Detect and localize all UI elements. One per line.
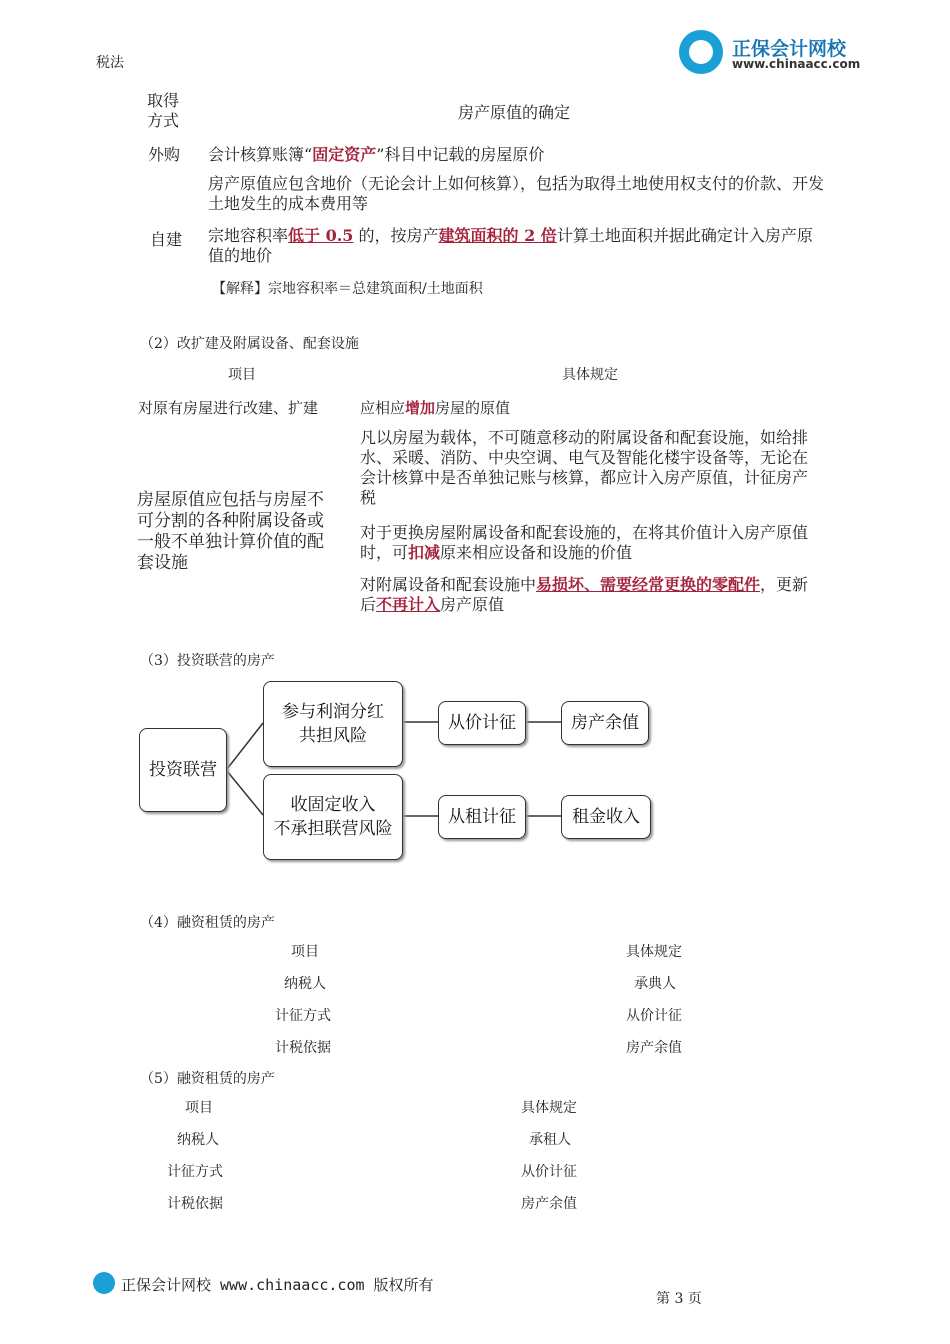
table-cell: 具体规定 <box>626 944 682 960</box>
diagram-branch2-method: 从租计征 <box>438 795 526 839</box>
section2-col2-header: 具体规定 <box>562 367 618 383</box>
diagram-branch1-method: 从价计征 <box>438 701 526 745</box>
section2-row2-p1: 凡以房屋为载体，不可随意移动的附属设备和配套设施，如给排水、采暖、消防、中央空调、电气及智能化楼宇设备等，无论在会计核算中是否单独记账与核算，都应计入房产原值，计征房产税 <box>360 428 809 507</box>
header-left-mark: 税法 <box>96 55 124 71</box>
table-cell: 计税依据 <box>275 1040 331 1056</box>
footer-text: 正保会计网校 www.chinaacc.com 版权所有 <box>121 1276 434 1294</box>
footer-page-number: 第 3 页 <box>656 1291 702 1307</box>
logo-name: 正保会计网校 <box>732 38 847 60</box>
section4-heading: （4）融资租赁的房产 <box>140 915 275 931</box>
table1-row1-label: 外购 <box>148 145 181 164</box>
table-cell: 从价计征 <box>626 1008 682 1024</box>
diagram-branch1-node: 参与利润分红 共担风险 <box>263 681 403 767</box>
diagram-root-node: 投资联营 <box>139 728 227 812</box>
footer-logo-icon <box>93 1272 115 1294</box>
section2-row1-label: 对原有房屋进行改建、扩建 <box>138 399 319 417</box>
section2-row2-label: 房屋原值应包括与房屋不可分割的各种附属设备或一般不单独计算价值的配套设施 <box>137 490 324 573</box>
table-cell: 承租人 <box>529 1132 571 1148</box>
table-cell: 计征方式 <box>275 1008 331 1024</box>
table-cell: 承典人 <box>634 976 676 992</box>
table-cell: 计征方式 <box>167 1164 223 1180</box>
section2-row1-text: 应相应增加房屋的原值 <box>360 399 511 417</box>
section2-row2-p3: 对附属设备和配套设施中易损坏、需要经常更换的零配件，更新后不再计入房产原值 <box>360 575 809 614</box>
table-cell: 计税依据 <box>167 1196 223 1212</box>
section2-row2-p2: 对于更换房屋附属设备和配套设施的，在将其价值计入房产原值时，可扣减原来相应设备和设施的价值 <box>360 523 809 562</box>
table-cell: 从价计征 <box>521 1164 577 1180</box>
table-cell: 纳税人 <box>177 1132 219 1148</box>
table1-row2-para1: 房产原值应包含地价（无论会计上如何核算），包括为取得土地使用权支付的价款、开发土地发生的成本费用等 <box>208 174 825 213</box>
table-cell: 项目 <box>185 1100 213 1116</box>
table1-row2-label: 自建 <box>150 230 183 249</box>
table1-col2-header: 房产原值的确定 <box>458 103 571 122</box>
table1-row2-para2: 宗地容积率低于 0.5 的，按房产建筑面积的 2 倍计算土地面积并据此确定计入房产原值的地价 <box>208 226 813 265</box>
section5-heading: （5）融资租赁的房产 <box>140 1071 275 1087</box>
table1-col1-header: 取得方式 <box>146 91 179 130</box>
diagram-branch1-basis: 房产余值 <box>561 701 649 745</box>
table-cell: 房产余值 <box>521 1196 577 1212</box>
diagram-branch2-node: 收固定收入 不承担联营风险 <box>263 774 403 860</box>
table-cell: 项目 <box>291 944 319 960</box>
table-cell: 房产余值 <box>626 1040 682 1056</box>
section2-heading: （2）改扩建及附属设备、配套设施 <box>140 336 359 352</box>
section3-heading: （3）投资联营的房产 <box>140 653 275 669</box>
table1-note: 【解释】宗地容积率＝总建筑面积/土地面积 <box>212 281 483 297</box>
table-cell: 具体规定 <box>521 1100 577 1116</box>
logo-url: www.chinaacc.com <box>732 57 861 71</box>
table-cell: 纳税人 <box>284 976 326 992</box>
diagram-branch2-basis: 租金收入 <box>561 795 651 839</box>
table1-row1-text: 会计核算账簿“固定资产”科目中记载的房屋原价 <box>208 145 545 164</box>
section2-col1-header: 项目 <box>228 367 256 383</box>
